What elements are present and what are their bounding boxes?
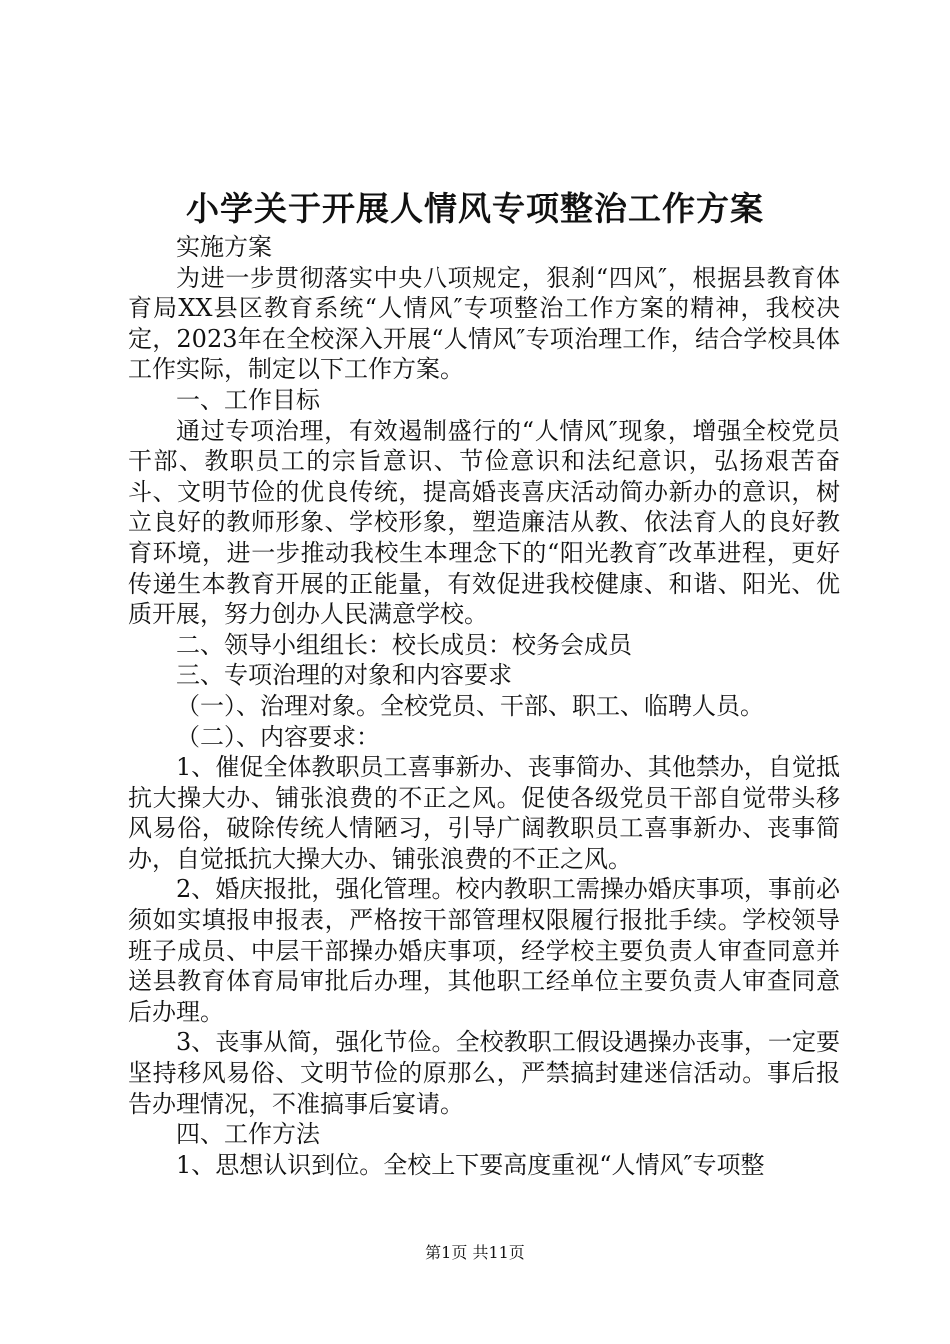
paragraph-method-1: 1、思想认识到位。全校上下要高度重视“人情风″专项整 xyxy=(176,1150,765,1179)
document-body xyxy=(128,232,840,1180)
paragraph-requirement-2: 2、婚庆报批，强化管理。校内教职工需操办婚庆事项，事前必须如实填报申报表，严格按干部管理权限履行报批手续。学校领导班子成员、中层干部操办婚庆事项，经学校主要负责人审查同意并送县教育体育局审批后办理，其他职工经单位主要负责人审查同意后办理。 xyxy=(128,875,840,1026)
paragraph-requirements-heading: （二）、内容要求： xyxy=(176,722,380,751)
section-heading-goals: 一、工作目标 xyxy=(176,385,320,414)
paragraph-requirement-3: 3、丧事从简，强化节俭。全校教职工假设遇操办丧事，一定要坚持移风易俗、文明节俭的原那么，严禁搞封建迷信活动。事后报告办理情况，不准搞事后宴请。 xyxy=(128,1028,840,1118)
page-number: 第1页 共11页 xyxy=(425,1243,525,1262)
paragraph-intro-heading: 实施方案 xyxy=(176,233,272,261)
section-heading-leadership: 二、领导小组组长：校长成员：校务会成员 xyxy=(176,630,632,659)
section-heading-targets: 三、专项治理的对象和内容要求 xyxy=(176,661,512,690)
document-title: 小学关于开展人情风专项整治工作方案 xyxy=(186,189,764,228)
paragraph-goals: 通过专项治理，有效遏制盛行的“人情风″现象，增强全校党员干部、教职员工的宗旨意识、节俭意识和法纪意识，弘扬艰苦奋斗、文明节俭的优良传统，提高婚丧喜庆活动简办新办的意识，树立良好的教师形象、学校形象，塑造廉洁从教、依法育人的良好教育环境，进一步推动我校生本理念下的“阳光教育″改革进程，更好传递生本教育开展的正能量，有效促进我校健康、和谐、阳光、优质开展，努力创办人民满意学校。 xyxy=(128,416,840,629)
section-heading-methods: 四、工作方法 xyxy=(176,1120,320,1149)
paragraph-targets: （一）、治理对象。全校党员、干部、职工、临聘人员。 xyxy=(176,691,764,720)
paragraph-preamble: 为进一步贯彻落实中央八项规定，狠刹“四风″，根据县教育体育局XX县区教育系统“人情风″专项整治工作方案的精神，我校决定，2023年在全校深入开展“人情风″专项治理工作，结合学校具体工作实际，制定以下工作方案。 xyxy=(128,263,840,384)
paragraph-requirement-1: 1、催促全体教职员工喜事新办、丧事简办、其他禁办，自觉抵抗大操大办、铺张浪费的不正之风。促使各级党员干部自觉带头移风易俗，破除传统人情陋习，引导广阔教职员工喜事新办、丧事简办，自觉抵抗大操大办、铺张浪费的不正之风。 xyxy=(128,753,840,873)
